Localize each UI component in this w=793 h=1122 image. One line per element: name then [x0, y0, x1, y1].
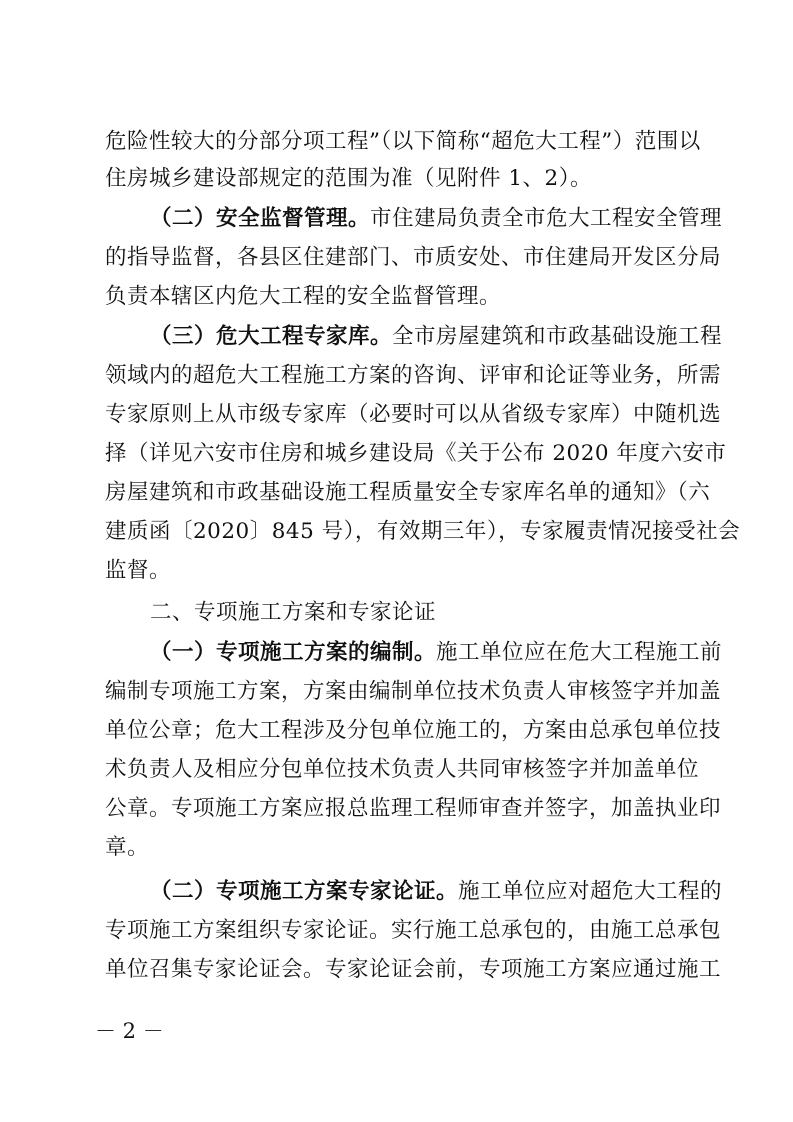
- paragraph-line: 危险性较大的分部分项工程”（以下简称“超危大工程”）范围以: [105, 129, 701, 154]
- paragraph-line: 公章。专项施工方案应报总监理工程师审查并签字，加盖执业印: [105, 796, 722, 821]
- paragraph-text: 施工单位应在危大工程施工前: [436, 640, 723, 665]
- paragraph-line: 住房城乡建设部规定的范围为准（见附件 1、2）。: [105, 166, 592, 191]
- paragraph-line: 建质函〔2020〕845 号），有效期三年），专家履责情况接受社会: [105, 519, 741, 544]
- paragraph-heading: （一）专项施工方案的编制。: [150, 640, 437, 665]
- paragraph-line: 专家原则上从市级专家库（必要时可以从省级专家库）中随机选: [105, 402, 722, 427]
- paragraph-line: 专项施工方案组织专家论证。实行施工总承包的，由施工总承包: [105, 918, 722, 943]
- paragraph-line: 单位公章；危大工程涉及分包单位施工的，方案由总承包单位技: [105, 718, 722, 743]
- paragraph-line: [150, 877, 723, 907]
- paragraph-line: 编制专项施工方案，方案由编制单位技术负责人审核签字并加盖: [105, 679, 722, 704]
- paragraph-text: 施工单位应对超危大工程的: [458, 879, 723, 904]
- paragraph-line: 房屋建筑和市政基础设施工程质量安全专家库名单的通知》（六: [105, 480, 711, 505]
- paragraph-heading: （二）安全监督管理。: [150, 206, 371, 231]
- paragraph-line: 负责本辖区内危大工程的安全监督管理。: [105, 284, 502, 309]
- paragraph-line: [150, 204, 723, 234]
- section-heading: 二、专项施工方案和专家论证: [150, 600, 437, 625]
- paragraph-text: 全市房屋建筑和市政基础设施工程: [392, 324, 723, 349]
- paragraph-line: [150, 638, 723, 668]
- paragraph-line: 章。: [105, 835, 150, 860]
- page-number: － 2 －: [95, 1019, 164, 1043]
- paragraph-heading: （二）专项施工方案专家论证。: [150, 879, 459, 904]
- paragraph-heading: （三）危大工程专家库。: [150, 324, 393, 349]
- paragraph-text: 市住建局负责全市危大工程安全管理: [370, 206, 723, 231]
- paragraph-line: 单位召集专家论证会。专家论证会前，专项施工方案应通过施工: [105, 957, 722, 982]
- paragraph-line: 择（详见六安市住房和城乡建设局《关于公布 2020 年度六安市: [105, 441, 727, 466]
- paragraph-line: 的指导监督，各县区住建部门、市质安处、市住建局开发区分局: [105, 245, 722, 270]
- paragraph-line: 术负责人及相应分包单位技术负责人共同审核签字并加盖单位: [105, 757, 700, 782]
- paragraph-line: 监督。: [105, 558, 172, 583]
- paragraph-line: [150, 322, 723, 352]
- paragraph-line: 领域内的超危大工程施工方案的咨询、评审和论证等业务，所需: [105, 363, 722, 388]
